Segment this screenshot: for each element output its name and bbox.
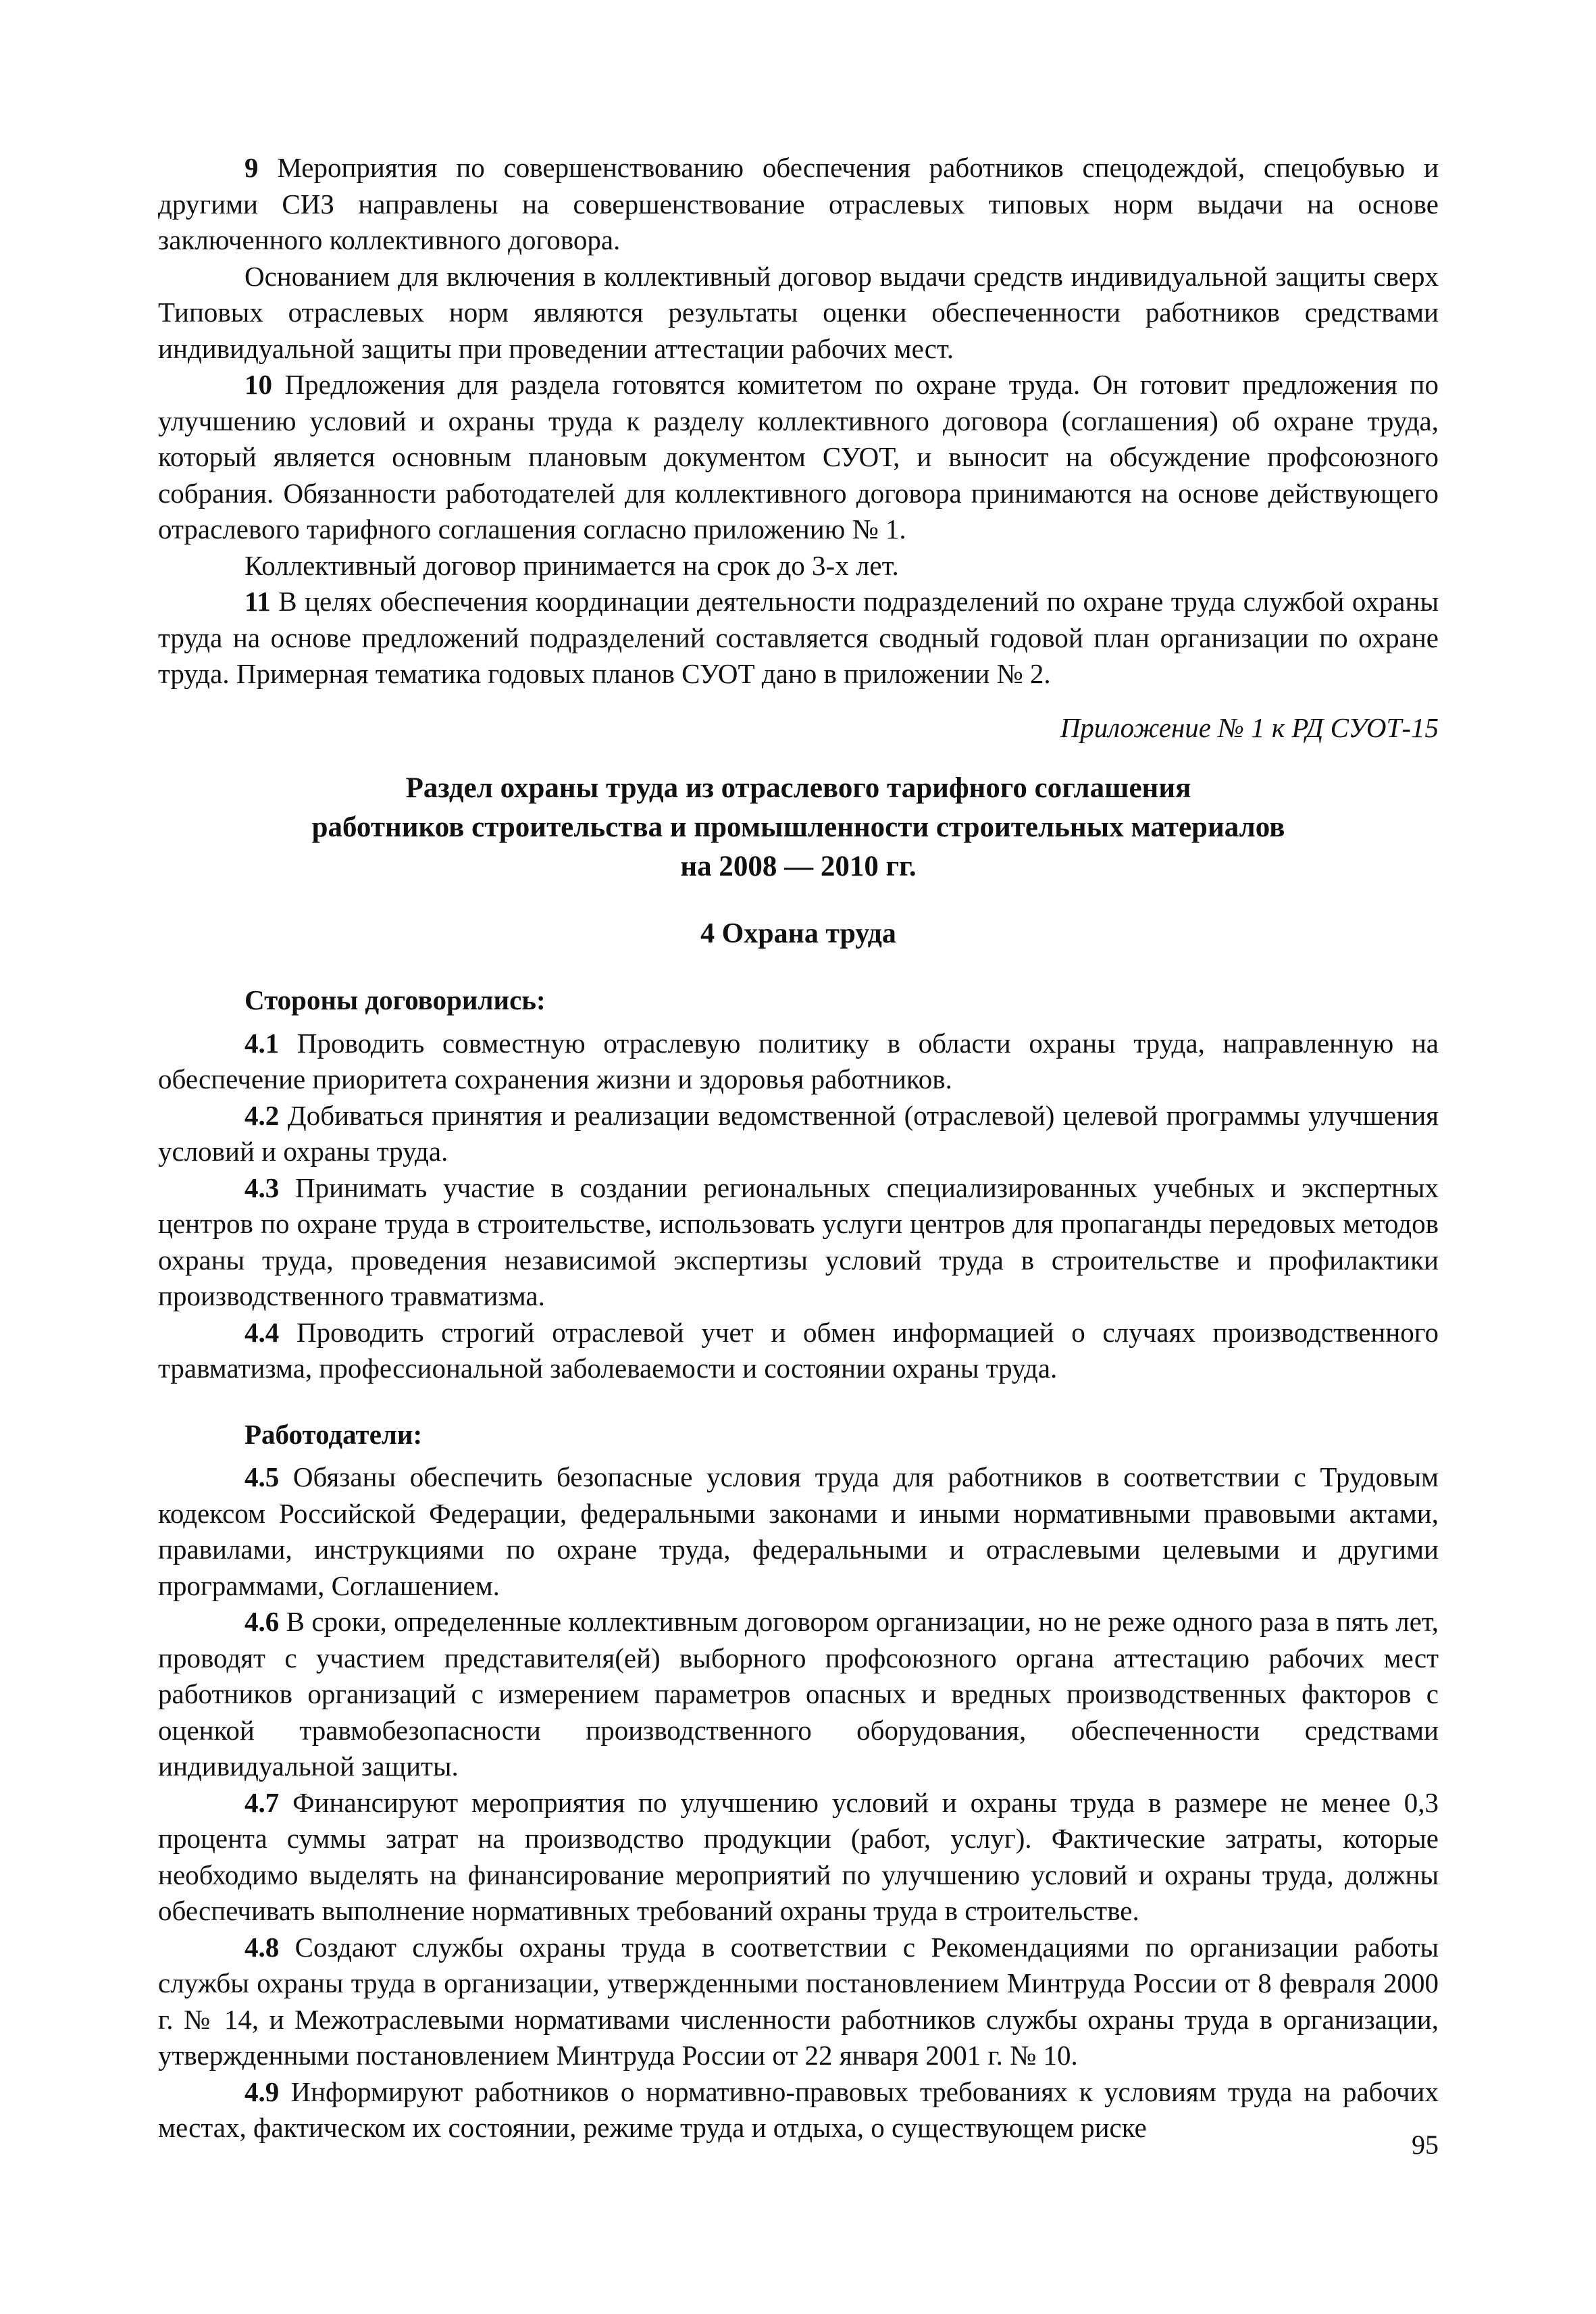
paragraph-text: Предложения для раздела готовятся комитетом по охране труда. Он готовит предложения по улучшению условий и охраны труда к разделу коллективного договора (соглашения) об охране труда, который является основным плановым документом СУОТ, и выносит на обсуждение профсоюзного собрания. Обязанности работодателей для коллективного договора принимаются на основе действующего отраслевого тарифного соглашения согласно приложению № 1. [158,369,1439,545]
appendix-reference: Приложение № 1 к РД СУОТ-15 [1060,711,1439,743]
item-text: Создают службы охраны труда в соответствии с Рекомендациями по организации работы службы охраны труда в организации, утвержденными постановлением Минтруда России от 8 февраля 2000 г. № 14, и Межотраслевыми нормативами численности работников службы охраны труда в организации, утвержденными постановлением Минтруда России от 22 января 2001 г. № 10. [158,1931,1439,2071]
item-number: 4.3 [244,1172,280,1203]
paragraph-9 [158,150,1439,259]
item-4-8 [158,1930,1439,2074]
section-title-line-3: на 2008 — 2010 гг. [680,851,917,882]
spacer [158,693,1439,710]
paragraph-basis [158,259,1439,368]
employers-heading: Работодатели: [244,1418,423,1450]
item-text: Финансируют мероприятия по улучшению условий и охраны труда в размере не менее 0,3 процента суммы затрат на производство продукции (работ, услуг). Фактические затраты, которые необходимо выделять на финансирование мероприятий по улучшению условий и охраны труда, должны обеспечивать выполнение нормативных требований охраны труда в строительстве. [158,1786,1439,1926]
item-4-7 [158,1785,1439,1930]
item-number: 10 [244,369,272,400]
item-text: Обязаны обеспечить безопасные условия труда для работников в соответствии с Трудовым кодексом Российской Федерации, федеральными законами и иными нормативными правовыми актами, правилами, инструкциями по охране труда, федеральными и отраслевыми целевыми и другими программами, Соглашением. [158,1461,1439,1601]
item-number: 4.8 [244,1931,280,1963]
paragraph-text: Основанием для включения в коллективный договор выдачи средств индивидуальной защиты сверх Типовых отраслевых норм являются результаты оценки обеспеченности работников средствами индивидуальной защиты при проведении аттестации рабочих мест. [158,260,1439,364]
paragraph-11 [158,584,1439,693]
item-text: Проводить строгий отраслевой учет и обмен информацией о случаях производственного травматизма, профессиональной заболеваемости и состоянии охраны труда. [158,1316,1439,1384]
subsection-title: 4 Охрана труда [700,918,896,949]
item-text: Информируют работников о нормативно-правовых требованиях к условиям труда на рабочих местах, фактическом их состоянии, режиме труда и отдыха, о существующем риске [158,2076,1439,2143]
paragraph-text: Коллективный договор принимается на срок до 3-х лет. [244,549,899,581]
item-text: Проводить совместную отраслевую политику в области охраны труда, направленную на обеспечение приоритета сохранения жизни и здоровья работников. [158,1027,1439,1095]
parties-heading: Стороны договорились: [244,984,546,1015]
item-4-1 [158,1026,1439,1098]
item-4-9 [158,2074,1439,2146]
section-title-line-1: Раздел охраны труда из отраслевого тарифного соглашения [405,772,1191,804]
item-number: 4.2 [244,1099,280,1131]
item-number: 4.7 [244,1786,280,1818]
item-number: 4.6 [244,1606,280,1637]
section-title [158,769,1439,886]
item-number: 9 [244,152,259,183]
item-4-3 [158,1170,1439,1315]
item-number: 11 [244,586,271,617]
item-4-6 [158,1604,1439,1785]
paragraph-term [158,548,1439,584]
paragraph-text: Мероприятия по совершенствованию обеспечения работников спецодеждой, спецобувью и другими СИЗ направлены на совершенствование отраслевых типовых норм выдачи на основе заключенного коллективного договора. [158,152,1439,255]
item-4-4 [158,1315,1439,1387]
paragraph-10 [158,367,1439,548]
item-4-2 [158,1098,1439,1170]
item-4-5 [158,1459,1439,1604]
section-title-line-2: работников строительства и промышленности строительных материалов [311,811,1285,843]
item-text: В сроки, определенные коллективным договором организации, но не реже одного раза в пять лет, проводят с участием представителя(ей) выборного профсоюзного органа аттестацию рабочих мест работников организаций с измерением параметров опасных и вредных производственных факторов с оценкой травмобезопасности производственного оборудования, обеспеченности средствами индивидуальной защиты. [158,1606,1439,1782]
item-number: 4.4 [244,1316,280,1348]
item-number: 4.5 [244,1461,280,1492]
item-text: Принимать участие в создании региональных специализированных учебных и экспертных центров по охране труда в строительстве, использовать услуги центров для пропаганды передовых методов охраны труда, проведения независимой экспертизы условий труда в строительстве и профилактики производственного травматизма. [158,1172,1439,1311]
item-number: 4.1 [244,1027,280,1059]
paragraph-text: В целях обеспечения координации деятельности подразделений по охране труда службой охраны труда на основе предложений подразделений составляется сводный годовой план организации по охране труда. Примерная тематика годовых планов СУОТ дано в приложении № 2. [158,586,1439,689]
page-content [158,150,1439,2146]
item-text: Добиваться принятия и реализации ведомственной (отраслевой) целевой программы улучшения условий и охраны труда. [158,1099,1439,1167]
item-number: 4.9 [244,2076,280,2107]
page-number: 95 [1412,2130,1439,2160]
